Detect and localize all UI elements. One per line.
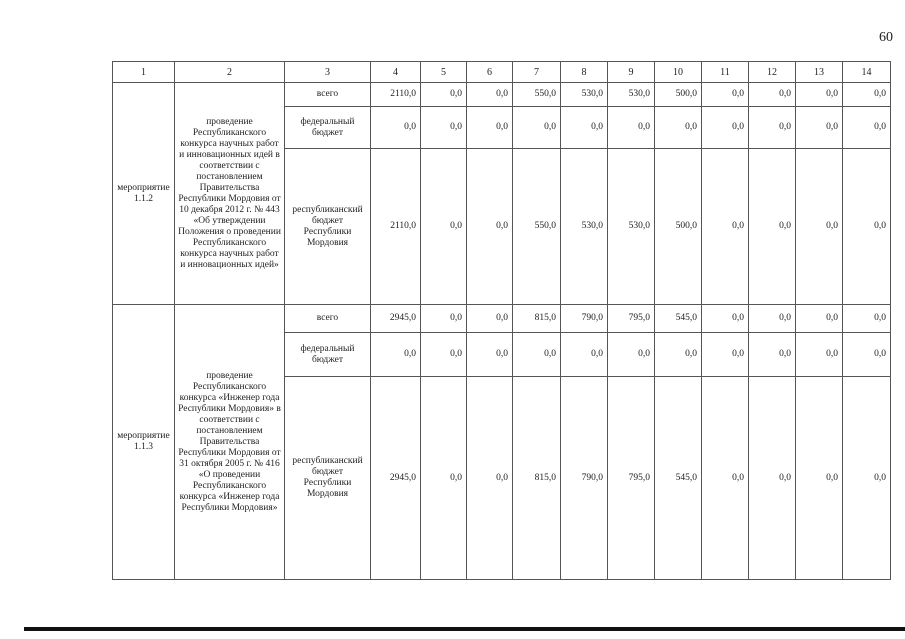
header-cell: 4 bbox=[371, 62, 421, 83]
value-cell: 795,0 bbox=[608, 377, 655, 580]
value-cell: 0,0 bbox=[655, 333, 702, 377]
value-cell: 0,0 bbox=[608, 333, 655, 377]
value-cell: 550,0 bbox=[513, 83, 561, 107]
value-cell: 0,0 bbox=[702, 377, 749, 580]
value-cell: 0,0 bbox=[421, 377, 467, 580]
value-cell: 0,0 bbox=[702, 333, 749, 377]
value-cell: 530,0 bbox=[561, 149, 608, 305]
value-cell: 0,0 bbox=[843, 377, 891, 580]
value-cell: 0,0 bbox=[467, 333, 513, 377]
value-cell: 0,0 bbox=[467, 377, 513, 580]
value-cell: 0,0 bbox=[843, 305, 891, 333]
value-cell: 0,0 bbox=[421, 107, 467, 149]
event-label: мероприятие 1.1.2 bbox=[113, 83, 175, 305]
value-cell: 0,0 bbox=[421, 333, 467, 377]
value-cell: 0,0 bbox=[749, 149, 796, 305]
value-cell: 0,0 bbox=[749, 333, 796, 377]
value-cell: 0,0 bbox=[843, 333, 891, 377]
value-cell: 0,0 bbox=[702, 149, 749, 305]
value-cell: 2945,0 bbox=[371, 377, 421, 580]
event-description: проведение Республиканского конкурса «Инженер года Республики Мордовия» в соответствии с постановлением Правительства Республики Мордовия от 31 октября 2005 г. № 416 «О проведении Республиканского конкурса «Инженер года Республики Мордовия» bbox=[175, 305, 285, 580]
header-cell: 9 bbox=[608, 62, 655, 83]
value-cell: 790,0 bbox=[561, 377, 608, 580]
value-cell: 500,0 bbox=[655, 83, 702, 107]
value-cell: 0,0 bbox=[421, 305, 467, 333]
header-cell: 10 bbox=[655, 62, 702, 83]
funding-source: всего bbox=[285, 83, 371, 107]
header-cell: 14 bbox=[843, 62, 891, 83]
event-description: проведение Республиканского конкурса научных работ и инновационных идей в соответствии с постановлением Правительства Республики Мордовия от 10 декабря 2012 г. № 443 «Об утверждении Положения о проведении Республиканского конкурса научных работ и инновационных идей» bbox=[175, 83, 285, 305]
value-cell: 0,0 bbox=[655, 107, 702, 149]
funding-source: федеральный бюджет bbox=[285, 107, 371, 149]
value-cell: 0,0 bbox=[843, 149, 891, 305]
value-cell: 0,0 bbox=[796, 149, 843, 305]
value-cell: 0,0 bbox=[421, 83, 467, 107]
header-cell: 3 bbox=[285, 62, 371, 83]
value-cell: 0,0 bbox=[796, 83, 843, 107]
value-cell: 0,0 bbox=[513, 107, 561, 149]
value-cell: 0,0 bbox=[702, 305, 749, 333]
value-cell: 530,0 bbox=[561, 83, 608, 107]
value-cell: 2945,0 bbox=[371, 305, 421, 333]
table-row bbox=[113, 83, 891, 107]
value-cell: 0,0 bbox=[467, 83, 513, 107]
value-cell: 0,0 bbox=[467, 107, 513, 149]
value-cell: 815,0 bbox=[513, 305, 561, 333]
value-cell: 0,0 bbox=[467, 149, 513, 305]
value-cell: 545,0 bbox=[655, 377, 702, 580]
value-cell: 0,0 bbox=[561, 107, 608, 149]
value-cell: 0,0 bbox=[796, 333, 843, 377]
value-cell: 550,0 bbox=[513, 149, 561, 305]
funding-source: республиканский бюджет Республики Мордовия bbox=[285, 377, 371, 580]
budget-table bbox=[112, 61, 891, 580]
page-number: 60 bbox=[879, 30, 893, 45]
value-cell: 0,0 bbox=[371, 333, 421, 377]
value-cell: 2110,0 bbox=[371, 149, 421, 305]
value-cell: 0,0 bbox=[843, 83, 891, 107]
value-cell: 0,0 bbox=[796, 107, 843, 149]
value-cell: 0,0 bbox=[796, 305, 843, 333]
value-cell: 0,0 bbox=[513, 333, 561, 377]
value-cell: 0,0 bbox=[796, 377, 843, 580]
value-cell: 795,0 bbox=[608, 305, 655, 333]
value-cell: 500,0 bbox=[655, 149, 702, 305]
header-cell: 5 bbox=[421, 62, 467, 83]
value-cell: 0,0 bbox=[371, 107, 421, 149]
value-cell: 0,0 bbox=[702, 83, 749, 107]
value-cell: 530,0 bbox=[608, 149, 655, 305]
header-cell: 8 bbox=[561, 62, 608, 83]
table-row bbox=[113, 305, 891, 333]
value-cell: 790,0 bbox=[561, 305, 608, 333]
value-cell: 0,0 bbox=[749, 305, 796, 333]
value-cell: 545,0 bbox=[655, 305, 702, 333]
value-cell: 0,0 bbox=[843, 107, 891, 149]
value-cell: 0,0 bbox=[561, 333, 608, 377]
header-row bbox=[113, 62, 891, 83]
value-cell: 0,0 bbox=[467, 305, 513, 333]
header-cell: 1 bbox=[113, 62, 175, 83]
value-cell: 0,0 bbox=[749, 83, 796, 107]
funding-source: республиканский бюджет Республики Мордовия bbox=[285, 149, 371, 305]
value-cell: 0,0 bbox=[421, 149, 467, 305]
value-cell: 2110,0 bbox=[371, 83, 421, 107]
value-cell: 530,0 bbox=[608, 83, 655, 107]
bottom-rule bbox=[24, 627, 905, 631]
value-cell: 0,0 bbox=[749, 107, 796, 149]
header-cell: 11 bbox=[702, 62, 749, 83]
value-cell: 0,0 bbox=[608, 107, 655, 149]
header-cell: 6 bbox=[467, 62, 513, 83]
funding-source: всего bbox=[285, 305, 371, 333]
value-cell: 0,0 bbox=[702, 107, 749, 149]
header-cell: 7 bbox=[513, 62, 561, 83]
header-cell: 2 bbox=[175, 62, 285, 83]
funding-source: федеральный бюджет bbox=[285, 333, 371, 377]
value-cell: 815,0 bbox=[513, 377, 561, 580]
value-cell: 0,0 bbox=[749, 377, 796, 580]
header-cell: 12 bbox=[749, 62, 796, 83]
header-cell: 13 bbox=[796, 62, 843, 83]
event-label: мероприятие 1.1.3 bbox=[113, 305, 175, 580]
